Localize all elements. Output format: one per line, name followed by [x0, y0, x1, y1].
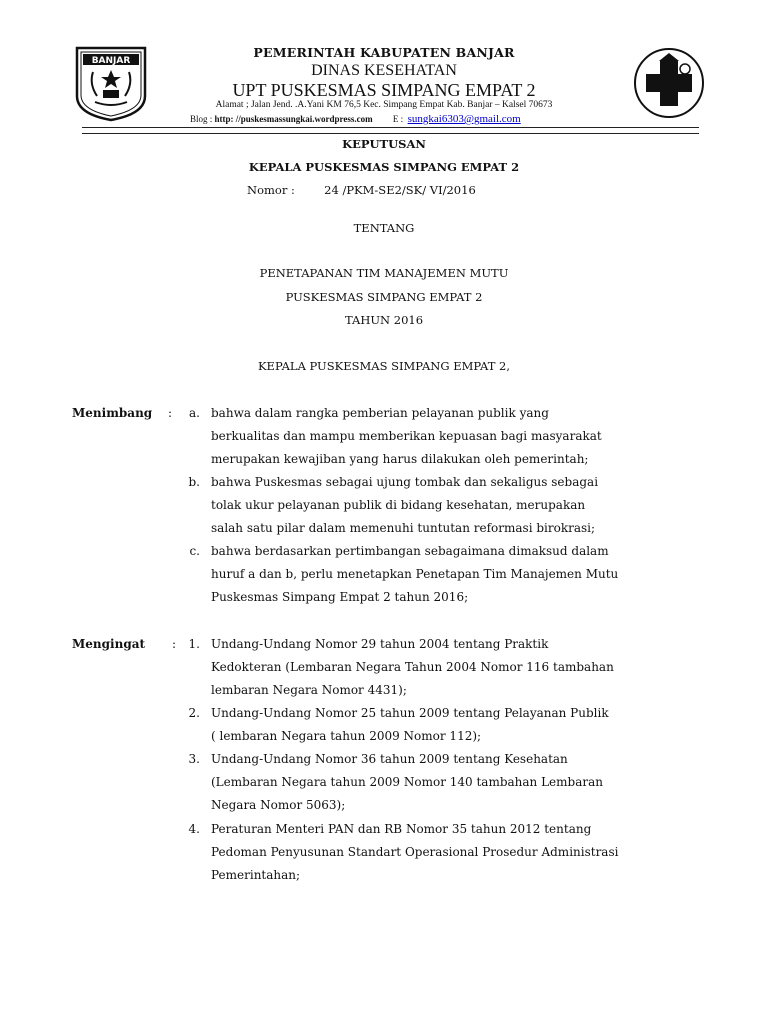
list-marker: 2. — [188, 706, 200, 720]
list-item-line: Negara Nomor 5063); — [211, 798, 346, 812]
list-item-line: Peraturan Menteri PAN dan RB Nomor 35 tahun 2012 tentang — [211, 822, 592, 836]
list-item-line: tolak ukur pelayanan publik di bidang kesehatan, merupakan — [211, 498, 586, 512]
nomor-label: Nomor : — [247, 183, 295, 197]
list-item-line: ( lembaran Negara tahun 2009 Nomor 112); — [211, 729, 482, 743]
list-item-line: lembaran Negara Nomor 4431); — [211, 683, 407, 697]
list-item-line: merupakan kewajiban yang harus dilakukan oleh pemerintah; — [211, 452, 589, 466]
tentang: TENTANG — [353, 221, 415, 235]
list-marker: 1. — [188, 637, 200, 651]
header-unit: UPT PUSKESMAS SIMPANG EMPAT 2 — [232, 80, 536, 100]
mengingat-label: Mengingat — [72, 637, 146, 651]
menimbang-label: Menimbang — [72, 406, 153, 420]
list-marker: b. — [188, 475, 200, 489]
doc-issuer-title: KEPALA PUSKESMAS SIMPANG EMPAT 2 — [248, 160, 520, 174]
header-gov: PEMERINTAH KABUPATEN BANJAR — [253, 45, 515, 60]
nomor-line — [247, 183, 476, 197]
issuer-line: KEPALA PUSKESMAS SIMPANG EMPAT 2, — [257, 359, 511, 373]
list-marker: 3. — [188, 752, 200, 766]
header-dept: DINAS KESEHATAN — [311, 62, 457, 79]
list-item-line: Pemerintahan; — [211, 868, 301, 882]
list-item-line: berkualitas dan mampu memberikan kepuasan bagi masyarakat — [211, 429, 602, 443]
list-item-line: Undang-Undang Nomor 29 tahun 2004 tentang Praktik — [211, 637, 549, 651]
list-item-line: Kedokteran (Lembaran Negara Tahun 2004 Nomor 116 tambahan — [211, 660, 614, 674]
list-marker: c. — [189, 544, 200, 558]
nomor-value: 24 /PKM-SE2/SK/ VI/2016 — [324, 183, 476, 197]
subject-line-1: PENETAPANAN TIM MANAJEMEN MUTU — [259, 266, 509, 280]
list-item-line: Undang-Undang Nomor 36 tahun 2009 tentang Kesehatan — [211, 752, 568, 766]
mengingat-colon: : — [172, 637, 177, 651]
list-item-line: Undang-Undang Nomor 25 tahun 2009 tentang Pelayanan Publik — [211, 706, 609, 720]
logo-text: BANJAR — [91, 56, 131, 66]
email-label: E : — [392, 114, 404, 124]
list-item-line: Puskesmas Simpang Empat 2 tahun 2016; — [211, 590, 469, 604]
list-item-line: bahwa berdasarkan pertimbangan sebagaimana dimaksud dalam — [211, 544, 609, 558]
puskesmas-logo — [633, 47, 705, 119]
blog-label: Blog : — [190, 114, 215, 124]
menimbang-colon: : — [168, 406, 173, 420]
list-item-line: (Lembaran Negara tahun 2009 Nomor 140 tambahan Lembaran — [211, 775, 603, 789]
subject-line-2: PUSKESMAS SIMPANG EMPAT 2 — [285, 290, 483, 304]
doc-type: KEPUTUSAN — [342, 137, 426, 151]
email-link[interactable]: sungkai6303@gmail.com — [407, 113, 521, 125]
list-item-line: Pedoman Penyusunan Standart Operasional Prosedur Administrasi — [211, 845, 619, 859]
header-contact — [190, 113, 521, 125]
list-marker: a. — [189, 406, 200, 420]
header-divider — [82, 127, 699, 134]
list-item-line: bahwa dalam rangka pemberian pelayanan publik yang — [211, 406, 549, 420]
header-address: Alamat ; Jalan Jend. .A.Yani KM 76,5 Kec. Simpang Empat Kab. Banjar – Kalsel 70673 — [215, 100, 553, 110]
subject-line-3: TAHUN 2016 — [344, 313, 424, 327]
blog-url[interactable]: http: //puskesmassungkai.wordpress.com — [214, 114, 373, 124]
list-item-line: salah satu pilar dalam memenuhi tuntutan reformasi birokrasi; — [211, 521, 596, 535]
list-item-line: bahwa Puskesmas sebagai ujung tombak dan sekaligus sebagai — [211, 475, 599, 489]
list-marker: 4. — [188, 822, 200, 836]
list-item-line: huruf a dan b, perlu menetapkan Penetapan Tim Manajemen Mutu — [211, 567, 619, 581]
